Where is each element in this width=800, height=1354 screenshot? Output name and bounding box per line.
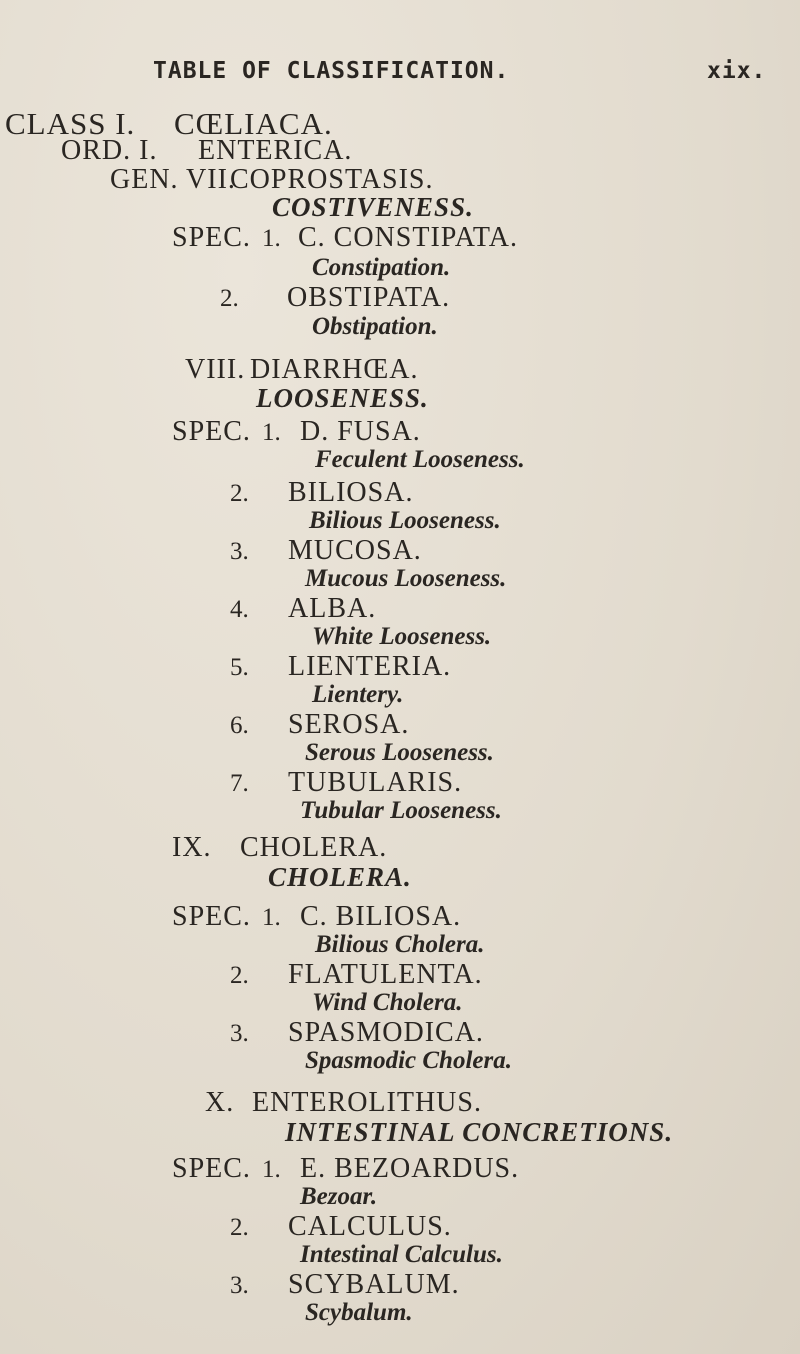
- species-name: FLATULENTA.: [288, 959, 483, 990]
- species-name: ALBA.: [288, 593, 377, 624]
- species-number: 4.: [230, 596, 249, 623]
- species-name: OBSTIPATA.: [287, 282, 451, 313]
- order-name: ENTERICA.: [198, 135, 353, 166]
- species-name: D. FUSA.: [300, 416, 421, 447]
- species-name: SEROSA.: [288, 709, 410, 740]
- species-english: Constipation.: [312, 254, 451, 281]
- species-number: 2.: [220, 285, 239, 312]
- genus-name: DIARRHŒA.: [250, 354, 419, 385]
- species-english: Scybalum.: [305, 1299, 413, 1326]
- species-name: SCYBALUM.: [288, 1269, 460, 1300]
- species-number: 3.: [230, 1020, 249, 1047]
- species-english: Tubular Looseness.: [300, 797, 502, 824]
- genus-name: ENTEROLITHUS.: [252, 1087, 482, 1118]
- species-english: White Looseness.: [312, 623, 492, 650]
- species-number: 1.: [262, 904, 281, 931]
- order-label: ORD. I.: [61, 135, 158, 166]
- genus-name: CHOLERA.: [240, 832, 388, 863]
- species-english: Bilious Looseness.: [309, 507, 501, 534]
- genus-english: CHOLERA.: [268, 862, 412, 892]
- species-name: CALCULUS.: [288, 1211, 452, 1242]
- spec-label: SPEC.: [172, 1153, 251, 1184]
- spec-label: SPEC.: [172, 901, 251, 932]
- running-title: TABLE OF CLASSIFICATION.: [153, 58, 510, 84]
- spec-label: SPEC.: [172, 222, 251, 253]
- species-number: 3.: [230, 538, 249, 565]
- species-number: 1.: [262, 1156, 281, 1183]
- page-number: xix.: [707, 58, 767, 84]
- species-english: Intestinal Calculus.: [300, 1241, 503, 1268]
- genus-english: COSTIVENESS.: [272, 192, 474, 222]
- species-number: 5.: [230, 654, 249, 681]
- species-name: TUBULARIS.: [288, 767, 463, 798]
- species-english: Lientery.: [312, 681, 404, 708]
- species-name: SPASMODICA.: [288, 1017, 484, 1048]
- genus-label: GEN. VII.: [110, 164, 236, 195]
- genus-name: COPROSTASIS.: [230, 164, 434, 195]
- genus-label: X.: [205, 1087, 235, 1118]
- class-label: CLASS I.: [5, 106, 136, 141]
- species-name: C. BILIOSA.: [300, 901, 462, 932]
- species-number: 7.: [230, 770, 249, 797]
- species-english: Obstipation.: [312, 313, 438, 340]
- species-number: 1.: [262, 419, 281, 446]
- species-name: C. CONSTIPATA.: [298, 222, 518, 253]
- species-number: 2.: [230, 480, 249, 507]
- species-english: Wind Cholera.: [312, 989, 463, 1016]
- genus-english: INTESTINAL CONCRETIONS.: [285, 1117, 674, 1147]
- spec-label: SPEC.: [172, 416, 251, 447]
- species-english: Feculent Looseness.: [315, 446, 525, 473]
- species-english: Bilious Cholera.: [315, 931, 485, 958]
- species-number: 6.: [230, 712, 249, 739]
- species-number: 3.: [230, 1272, 249, 1299]
- species-english: Serous Looseness.: [305, 739, 494, 766]
- species-name: LIENTERIA.: [288, 651, 452, 682]
- class-name: CŒLIACA.: [174, 106, 333, 141]
- species-number: 1.: [262, 225, 281, 252]
- species-name: MUCOSA.: [288, 535, 422, 566]
- species-english: Bezoar.: [300, 1183, 378, 1210]
- species-number: 2.: [230, 962, 249, 989]
- genus-english: LOOSENESS.: [256, 383, 429, 413]
- species-english: Mucous Looseness.: [305, 565, 507, 592]
- species-name: BILIOSA.: [288, 477, 414, 508]
- species-english: Spasmodic Cholera.: [305, 1047, 512, 1074]
- genus-label: VIII.: [185, 354, 246, 385]
- genus-label: IX.: [172, 832, 212, 863]
- species-number: 2.: [230, 1214, 249, 1241]
- species-name: E. BEZOARDUS.: [300, 1153, 520, 1184]
